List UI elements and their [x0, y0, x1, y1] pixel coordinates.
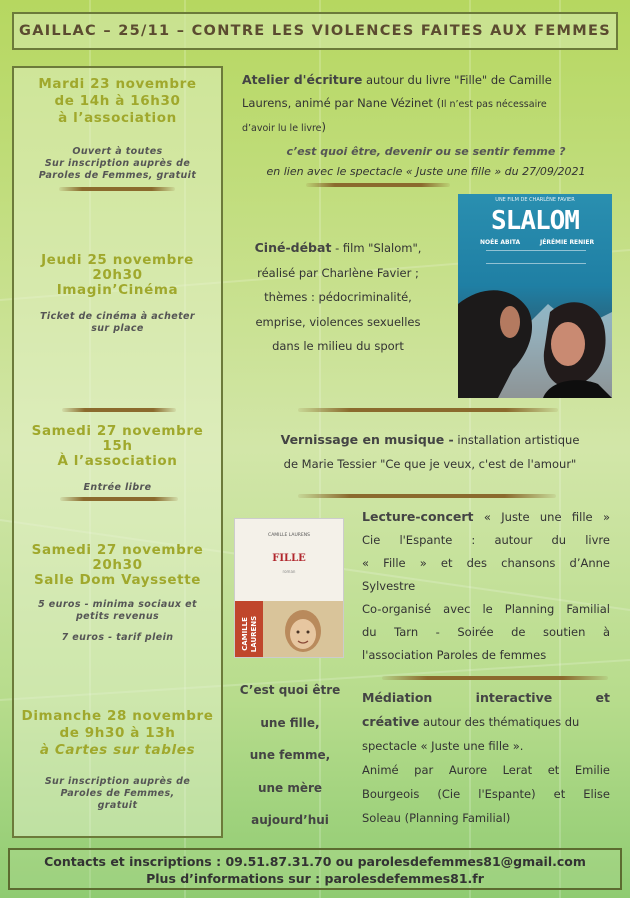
book-spine-author: CAMILLE LAURENS [241, 615, 258, 653]
event-text: autour des thématiques du [419, 715, 580, 729]
poster-tagline: UNE FILM DE CHARLÈNE FAVIER [495, 197, 575, 203]
poster-credits [486, 250, 586, 264]
event-small-text: Il n’est pas nécessaire [441, 99, 547, 110]
event-lecture-concert [362, 505, 610, 667]
divider [306, 183, 450, 187]
book-spine-author-box [237, 605, 263, 655]
poster-cast-left: NOÉE ABITA [480, 239, 521, 246]
website-line: Plus d’informations sur : parolesdefemmes81.fr [146, 871, 484, 886]
fille-book-cover [234, 518, 344, 658]
poster-cast-right: JÉRÉMIE RENIER [540, 239, 595, 246]
question-block [228, 674, 352, 837]
event-text: Co-organisé avec le Planning Familial [362, 602, 610, 616]
schedule-column [12, 66, 223, 838]
contact-footer [8, 848, 622, 890]
date-block-3 [14, 423, 221, 494]
event-text: dans le milieu du sport [272, 339, 404, 353]
date-block-4 [14, 542, 221, 644]
book-genre: roman [282, 569, 296, 574]
slalom-poster [458, 194, 612, 398]
question-line: une mère [257, 780, 323, 795]
date-note: Sur inscription auprès de Paroles de Femmes, gratuit [44, 776, 191, 811]
question-line: C’est quoi être [239, 683, 341, 697]
event-text: Cie l'Espante : autour du livre [362, 533, 610, 547]
date-title: Jeudi 25 novembre 20h30 Imagin’Cinéma [41, 252, 194, 298]
date-block-2 [14, 252, 221, 335]
event-link: en lien avec le spectacle « Juste une fille » du 27/09/2021 [266, 165, 586, 178]
date-title: Mardi 23 novembre de 14h à 16h30 à l’association [38, 76, 197, 126]
event-question: c’est quoi être, devenir ou se sentir femme ? [286, 145, 566, 158]
event-text: Animé par Aurore Lerat et Emilie [362, 763, 610, 777]
event-text: autour du livre "Fille" de Camille [362, 73, 552, 87]
event-text: spectacle « Juste une fille ». [362, 739, 524, 753]
event-title: Lecture-concert [362, 509, 474, 524]
event-text: du Tarn - Soirée de soutien à [362, 625, 610, 639]
event-title: Médiation interactive et [362, 690, 610, 705]
divider [60, 497, 178, 501]
event-title: Vernissage en musique - [280, 432, 454, 447]
date-title: Dimanche 28 novembre de 9h30 à 13h à Cartes sur tables [21, 708, 214, 758]
question-line: une fille, [260, 715, 320, 730]
date-note: Entrée libre [83, 482, 152, 493]
event-title: Atelier d'écriture [242, 72, 363, 87]
event-text: « Juste une fille » [483, 510, 611, 524]
event-text: « Fille » et des chansons d’Anne [362, 556, 610, 570]
event-text: emprise, violences sexuelles [255, 314, 421, 329]
event-atelier: Atelier d'écriture autour du livre "Fille" de Camille Laurens, animé par Nane Vézinet (Il n’est pas nécessaire d’avoir lu le livre) c’est quoi être, devenir ou se sentir femme ? en lien avec le spectacle « Juste une fille » du 27/09/2021 [242, 68, 610, 181]
book-author: CAMILLE LAURENS [268, 533, 310, 538]
page-title: GAILLAC – 25/11 – CONTRE LES VIOLENCES FAITES AUX FEMMES [19, 23, 611, 39]
question-line: aujourd’hui [251, 813, 329, 827]
event-text: - film "Slalom", [331, 241, 422, 255]
date-title: Samedi 27 novembre 20h30 Salle Dom Vayssette [31, 542, 204, 588]
event-title: Ciné-débat [254, 240, 332, 255]
date-note: Ouvert à toutes Sur inscription auprès de Paroles de Femmes, gratuit [38, 146, 197, 181]
book-photo-band [235, 601, 343, 657]
divider [298, 494, 556, 498]
question-line: une femme, [249, 748, 331, 762]
event-text: Sylvestre [362, 579, 416, 593]
event-text: Laurens, animé par Nane Vézinet ( [242, 96, 442, 110]
title-banner [12, 12, 618, 50]
event-text: thèmes : pédocriminalité, [264, 290, 412, 304]
divider [62, 408, 176, 412]
event-text: de Marie Tessier "Ce que je veux, c'est de l'amour" [283, 457, 577, 471]
event-text: Soleau (Planning Familial) [362, 811, 511, 825]
event-vernissage [245, 428, 615, 476]
date-block-1 [14, 76, 221, 182]
event-text: installation artistique [453, 433, 580, 447]
event-title: créative [362, 714, 420, 729]
contact-line: Contacts et inscriptions : 09.51.87.31.70 ou parolesdefemmes81@gmail.com [44, 854, 586, 869]
event-cine [238, 236, 438, 359]
event-text: l'association Paroles de femmes [362, 648, 547, 662]
book-title: FILLE [272, 553, 306, 564]
poster-title: SLALOM [491, 206, 579, 236]
date-title: Samedi 27 novembre 15h À l’association [31, 423, 204, 469]
date-note: Ticket de cinéma à acheter sur place [40, 311, 195, 334]
event-small-text: d’avoir lu le livre [242, 123, 322, 134]
event-mediation [362, 686, 610, 830]
date-note: 5 euros - minima sociaux et petits revenus 7 euros - tarif plein [38, 599, 197, 643]
event-text: Bourgeois (Cie l'Espante) et Elise [362, 787, 610, 801]
date-block-5 [14, 708, 221, 812]
divider [298, 408, 558, 412]
divider [382, 676, 608, 680]
event-text: réalisé par Charlène Favier ; [257, 265, 419, 280]
divider [59, 187, 175, 191]
